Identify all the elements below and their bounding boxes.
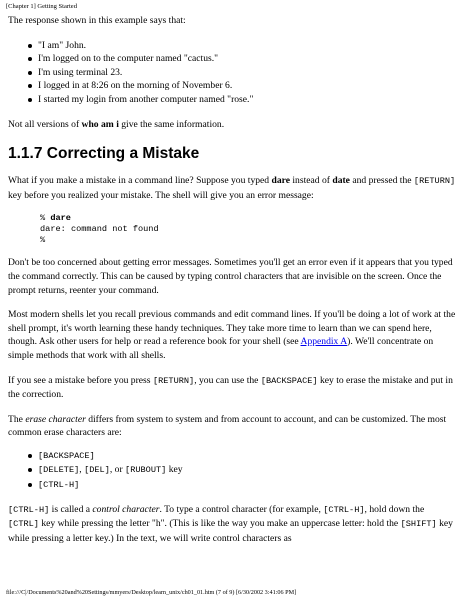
command-name: who am i (81, 118, 119, 130)
key-name: [SHIFT] (400, 519, 437, 530)
list-item: I'm using terminal 23. (8, 66, 456, 80)
intro-text: The response shown in this example says that: (8, 15, 186, 26)
key-name: [CTRL] (8, 519, 39, 530)
term: control character (92, 503, 160, 515)
code-block: % dare dare: command not found % (40, 213, 159, 246)
term: erase character (25, 413, 86, 425)
whoami-list (8, 39, 456, 107)
list-item: [BACKSPACE] (8, 449, 456, 464)
key-name: [CTRL-H] (8, 504, 50, 515)
key-name: [BACKSPACE] (260, 375, 318, 386)
note-paragraph: Not all versions of who am i give the same information. (8, 118, 225, 130)
appendix-a-link[interactable]: Appendix A (300, 336, 348, 348)
list-item: I'm logged on to the computer named "cactus." (8, 52, 456, 66)
list-item: I logged in at 8:26 on the morning of November 6. (8, 79, 456, 93)
key-name: [RETURN] (152, 375, 195, 386)
list-item: I started my login from another computer named "rose." (8, 93, 456, 107)
key-name: [CTRL-H] (323, 504, 365, 515)
command-name: dare (50, 213, 71, 224)
paragraph: If you see a mistake before you press [RETURN], you can use the [BACKSPACE] key to erase the mistake and put in the correction. (8, 374, 453, 401)
key-name: [RETURN] (413, 176, 456, 187)
paragraph: Don't be too concerned about getting error messages. Sometimes you'll get an error even if it appears that you typed the command correctly. This can be caused by typing control characters that are invisible on the screen. Once the prompt returns, reenter your command. (8, 257, 453, 296)
erase-list (8, 449, 456, 493)
paragraph: [CTRL-H] is called a control character. To type a control character (for example, [CTRL-H], hold down the [CTRL] key while pressing the letter "h". (This is like the way you make an uppercase letter: hold the [SHIFT] key while pressing a letter key.) In the text, we will write control characters as (8, 503, 453, 544)
list-item: [DELETE], [DEL], or [RUBOUT] key (8, 463, 456, 478)
paragraph: What if you make a mistake in a command line? Suppose you typed dare instead of date and pressed the [RETURN] key before you realized your mistake. The shell will give you an error message: (8, 175, 456, 201)
document-body (8, 14, 456, 545)
list-item: [CTRL-H] (8, 478, 456, 493)
page-footer: file:///C|/Documents%20and%20Settings/mmyers/Desktop/learn_unix/ch01_01.htm (7 of 9) [6/30/2002 3:41:06 PM] (6, 589, 297, 596)
page-header: [Chapter 1] Getting Started (6, 3, 77, 10)
command-name: dare (271, 175, 290, 187)
command-name: date (332, 175, 350, 187)
list-item: "I am" John. (8, 39, 456, 53)
section-heading: 1.1.7 Correcting a Mistake (8, 145, 200, 163)
paragraph: Most modern shells let you recall previous commands and edit command lines. If you'll be doing a lot of work at the shell prompt, it's worth learning these handy techniques. They take more time to learn than we can spend here, though. Ask other users for help or read a reference book for your shell (see Appendix A). We'll concentrate on simple methods that work with all shells. (8, 309, 456, 361)
paragraph: The erase character differs from system to system and from account to account, and can be customized. The most common erase characters are: (8, 413, 447, 439)
